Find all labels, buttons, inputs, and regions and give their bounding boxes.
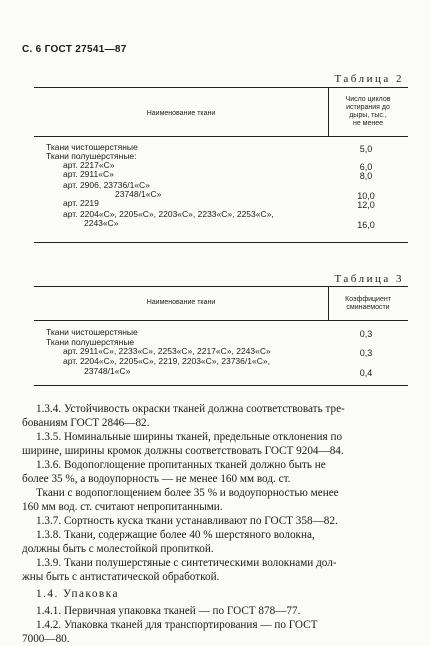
paragraph-waterproof (22, 486, 408, 514)
table2-top-rule (34, 87, 408, 88)
table3-header-rule (34, 320, 408, 321)
table3-bottom-rule (34, 385, 408, 386)
paragraph-line: жны быть с антистатической обработкой. (22, 571, 220, 583)
table-row-value: 0,4 (359, 368, 373, 378)
paragraph-line: должны быть с молестойкой пропиткой. (22, 543, 214, 555)
paragraph-1-3-6 (22, 458, 408, 486)
table2-bottom-rule (34, 242, 408, 243)
table2-col2-header-line: дыры, тыс., (349, 112, 387, 119)
table-row-value: 16,0 (357, 220, 375, 230)
paragraph-1-3-4 (22, 402, 408, 430)
table-row-name: арт. 2204«С», 2205«С», 2203«С», 2233«С», 2253«С», (63, 209, 274, 219)
table2-col2-header-line: Число циклов (345, 96, 391, 103)
paragraph-line: 1.3.5. Номинальные ширины тканей, предельные отклонения по (36, 431, 343, 443)
table-row-value: 8,0 (359, 171, 373, 181)
table-row-name: Ткани полушерстяные (46, 337, 135, 347)
table-row-name: Ткани чистошерстяные (46, 327, 138, 337)
table-row-value: 0,3 (359, 348, 373, 358)
table-row-name: 23748/1«С» (84, 366, 131, 376)
table-row-name: арт. 2906, 23736/1«С» (63, 180, 150, 190)
table3-caption: Таблица 3 (334, 273, 404, 285)
table3-col1-header: Наименование ткани (146, 299, 216, 306)
table-row-value: 0,3 (359, 329, 373, 339)
table-row-name: арт. 2217«С» (63, 160, 115, 170)
paragraph-line: более 35 %, а водоупорность — не менее 160 мм вод. ст. (22, 473, 291, 485)
table-row-value: 5,0 (359, 144, 373, 154)
paragraph-line: 7000—80. (22, 633, 70, 645)
paragraph-line: ширине, ширины кромок должны соответствовать ГОСТ 9204—84. (22, 445, 344, 457)
table-row-name: арт. 2219 (63, 198, 99, 208)
paragraph-1-3-8 (22, 528, 408, 556)
table-row-value: 6,0 (359, 162, 373, 172)
paragraph-1-3-5 (22, 430, 408, 458)
section-heading-1-4 (22, 587, 408, 601)
table-row-name: арт. 2911«С» (63, 169, 114, 179)
table-row-name: Ткани полушерстяные: (46, 151, 137, 161)
paragraph-line: 1.4.1. Первичная упаковка тканей — по ГОСТ 878—77. (36, 605, 301, 617)
paragraph-line: 1.3.7. Сортность куска ткани устанавливают по ГОСТ 358—82. (36, 515, 338, 527)
paragraph-line: 1.3.8. Ткани, содержащие более 40 % шерстяного волокна, (36, 529, 315, 541)
table-row-name: арт. 2204«С», 2205«С», 2219, 2203«С», 23736/1«С», (63, 356, 270, 366)
paragraph-line: 1.3.4. Устойчивость окраски тканей должна соответствовать тре- (36, 403, 345, 415)
paragraph-1-3-7 (22, 514, 408, 528)
section-heading: 1.4. Упаковка (36, 588, 119, 600)
paragraph-line: Ткани с водопоглощением более 35 % и водоупорностью менее (36, 487, 339, 499)
table2-col2-header-line: не менее (352, 120, 384, 127)
paragraph-line: 1.4.2. Упаковка тканей для транспортирования — по ГОСТ (36, 619, 318, 631)
table2-col1-header: Наименование ткани (146, 110, 216, 117)
table-row-name: Ткани чистошерстяные (46, 142, 138, 152)
table2-col2-header (328, 96, 408, 128)
table-row-name: 2243«С» (84, 218, 119, 228)
paragraph-line: бованиям ГОСТ 2846—82. (22, 417, 150, 429)
paragraph-1-3-9 (22, 556, 408, 584)
table3-col2-header (328, 296, 408, 312)
table-row-value: 12,0 (357, 200, 375, 210)
table-row-name: 23748/1«С» (115, 189, 162, 199)
table2-header-rule (34, 136, 408, 137)
page-header: С. 6 ГОСТ 27541—87 (22, 44, 127, 55)
table2-caption: Таблица 2 (334, 73, 404, 85)
paragraph-line: 1.3.6. Водопоглощение пропитанных тканей должно быть не (36, 459, 326, 471)
table2-col2-header-line: истирания до (346, 104, 390, 111)
table-row-name: арт. 2911«С», 2233«С», 2253«С», 2217«С», 2243«С» (63, 346, 271, 356)
paragraph-line: 160 мм вод. ст. считают непропитанными. (22, 501, 223, 513)
table3-col2-header-line: Коэффициент (345, 296, 391, 303)
paragraph-1-4-1 (22, 604, 408, 618)
table3-col2-header-line: сминаемости (346, 304, 390, 311)
table-row-value: 10,0 (357, 191, 375, 201)
paragraph-1-4-2 (22, 618, 408, 646)
table3-top-rule (34, 286, 408, 287)
paragraph-line: 1.3.9. Ткани полушерстяные с синтетическими волокнами дол- (36, 557, 337, 569)
